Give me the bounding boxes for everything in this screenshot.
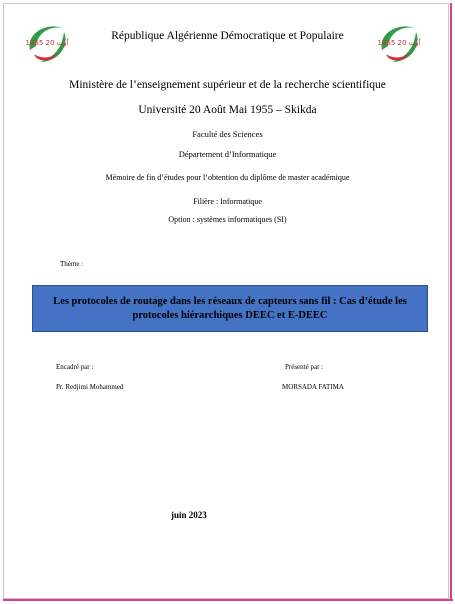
supervisor-name: Pr. Redjimi Mohammed [56,383,124,391]
theme-title: Les protocoles de routage dans les réseaux de capteurs sans fil : Cas d’étude les protocoles hiérarchiques DEEC et E-DEEC [53,295,407,321]
university-logo-left [24,20,70,66]
option: Option : systèmes informatiques (SI) [168,215,287,224]
presented-by-label: Présenté par : [285,363,324,371]
republic-title: République Algérienne Démocratique et Populaire [111,30,344,42]
filiere: Filière : Informatique [193,197,262,206]
page-border-right [450,3,452,601]
ministry-title: Ministère de l’enseignement supérieur et de la recherche scientifique [69,79,386,91]
student-name: MORSADA FATIMA [282,383,344,391]
svg-text:1955 20 أوت: 1955 20 أوت [25,39,69,47]
date: juin 2023 [171,510,207,520]
svg-text:1955 20 أوت: 1955 20 أوت [377,39,421,47]
theme-label: Thème : [60,260,84,268]
page-border-bottom [3,599,453,601]
theme-box [32,285,428,332]
supervised-by-label: Encadré par : [56,363,94,371]
department-name: Département d’Informatique [178,149,277,159]
thesis-purpose: Mémoire de fin d’études pour l’obtention du diplôme de master académique [105,173,350,182]
faculty-name: Faculté des Sciences [192,129,263,139]
university-name: Université 20 Août Mai 1955 – Skikda [138,104,317,116]
university-logo-right [376,20,422,66]
